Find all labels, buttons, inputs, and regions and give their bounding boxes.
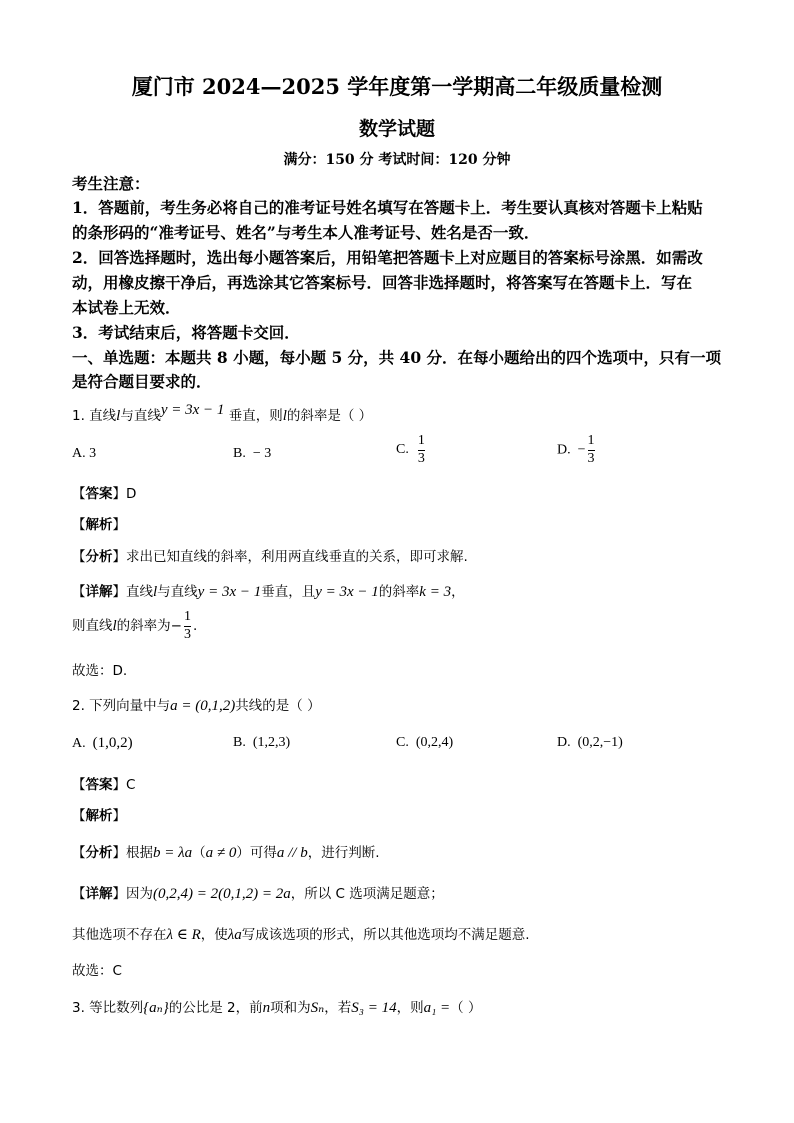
denominator: 3 xyxy=(587,450,595,466)
text: ， xyxy=(451,584,465,600)
q1-mid: 与直线 xyxy=(120,408,161,424)
q1-option-c xyxy=(396,434,427,466)
math: k = 3 xyxy=(419,584,452,600)
fenxi-tag: 分析 xyxy=(85,845,113,861)
option-value: 3 xyxy=(89,446,97,461)
option-value: (1,0,2) xyxy=(92,735,133,751)
q1-option-d xyxy=(557,434,597,466)
xiangjie-tag: 详解 xyxy=(85,886,113,902)
analysis-tag: 解析 xyxy=(85,808,113,824)
math: a = (0,1,2) xyxy=(170,698,236,714)
q1-pre: 1. 直线 xyxy=(72,408,117,424)
option-value: − 3 xyxy=(252,446,272,461)
option-label: B. xyxy=(233,735,246,750)
q2-choose: 故选：C xyxy=(72,963,122,979)
math: a ≠ 0 xyxy=(205,845,237,861)
option-label: D. xyxy=(557,442,571,458)
fraction xyxy=(588,434,595,466)
q2-option-d xyxy=(557,735,623,751)
q2-option-c xyxy=(396,735,453,751)
notice-item2-line3: 本试卷上无效． xyxy=(72,298,181,317)
exam-title: 厦门市 2024—2025 学年度第一学期高二年级质量检测 xyxy=(131,74,663,99)
text: 直线 xyxy=(126,584,153,600)
q1-xiangjie: 【详解】直线l与直线y = 3x − 1垂直，且y = 3x − 1的斜率k = 3， xyxy=(72,584,465,600)
answer-value: D xyxy=(126,486,137,502)
fenxi-tag: 分析 xyxy=(85,549,113,565)
q1-line-l-2: l xyxy=(282,408,287,424)
math: n xyxy=(262,1000,271,1016)
notice-heading: 考生注意： xyxy=(72,174,150,193)
text: ）可得 xyxy=(236,845,277,861)
text: ，使 xyxy=(200,927,228,943)
math: y = 3x − 1 xyxy=(315,584,379,600)
notice-item3: 3．考试结束后，将答题卡交回． xyxy=(72,323,300,342)
q2-option-b xyxy=(233,735,290,751)
q2-fenxi: 【分析】根据b = λa（a ≠ 0）可得a // b，进行判断. xyxy=(72,845,380,861)
q2-xiangjie: 【详解】因为(0,2,4) = 2(0,1,2) = 2a，所以 C 选项满足题意； xyxy=(72,886,444,902)
notice-item1-line2: 的条形码的“准考证号、姓名”与考生本人准考证号、姓名是否一致． xyxy=(72,223,540,242)
option-value: (0,2,−1) xyxy=(577,735,623,750)
numerator: 1 xyxy=(417,433,425,448)
text: 因为 xyxy=(126,886,153,902)
math: {aₙ} xyxy=(143,1000,169,1016)
q1-post1: 垂直，则 xyxy=(228,408,283,424)
question-1-stem xyxy=(72,404,372,425)
text: ，所以 C 选项满足题意； xyxy=(290,886,444,902)
math: l xyxy=(112,618,117,635)
answer-tag: 答案 xyxy=(85,486,113,502)
fenxi-text: 求出已知直线的斜率，利用两直线垂直的关系，即可求解. xyxy=(126,549,468,565)
option-label: D. xyxy=(557,735,571,750)
q1-equation: y = 3x − 1 xyxy=(160,402,225,418)
text: 则直线 xyxy=(72,618,113,635)
option-value: (1,2,3) xyxy=(252,735,291,750)
option-label: A. xyxy=(72,736,86,751)
math: a₁ = xyxy=(423,1000,451,1016)
text: ，若 xyxy=(324,1000,352,1016)
text: 项和为 xyxy=(270,1000,311,1016)
analysis-tag: 解析 xyxy=(85,517,113,533)
option-label: A. xyxy=(72,446,86,461)
math: Sₙ xyxy=(310,1000,325,1016)
question-2-stem xyxy=(72,694,321,715)
exam-meta: 满分：150 分 考试时间：120 分钟 xyxy=(283,152,511,168)
denominator: 3 xyxy=(417,450,425,466)
q1-choose: 故选：D. xyxy=(72,663,128,679)
numerator: 1 xyxy=(587,433,595,448)
q1-then xyxy=(72,610,197,642)
notice-item2-line1: 2．回答选择题时，选出每小题答案后，用铅笔把答题卡上对应题目的答案标号涂黑．如需改 xyxy=(72,248,703,267)
denominator: 3 xyxy=(183,626,191,642)
math: (0,2,4) = 2(0,1,2) = 2a xyxy=(153,886,291,902)
text: 共线的是（ ） xyxy=(235,698,321,714)
option-label: C. xyxy=(396,442,409,458)
fraction xyxy=(418,434,425,466)
text: 写成该选项的形式，所以其他选项均不满足题意. xyxy=(241,927,530,943)
text: . xyxy=(192,618,198,635)
q1-analysis: 【解析】 xyxy=(72,517,126,533)
option-label: B. xyxy=(233,446,246,461)
text: 2. 下列向量中与 xyxy=(72,698,171,714)
math: λa xyxy=(227,927,242,943)
text: 根据 xyxy=(126,845,153,861)
text: 其他选项不存在 xyxy=(72,927,167,943)
q1-answer: 【答案】D xyxy=(72,486,137,502)
q1-option-b xyxy=(233,446,271,462)
math: λ ∈ R xyxy=(166,927,201,943)
math: S₃ = 14 xyxy=(351,1000,397,1016)
option-label: C. xyxy=(396,735,409,750)
math: a // b xyxy=(276,845,308,861)
text: 3. 等比数列 xyxy=(72,1000,144,1016)
text: 的公比是 2，前 xyxy=(168,1000,263,1016)
minus-sign: − xyxy=(577,442,586,458)
text: 与直线 xyxy=(157,584,198,600)
q1-option-a xyxy=(72,446,96,462)
text: （ xyxy=(192,845,206,861)
q1-line-l: l xyxy=(116,408,121,424)
exam-subtitle: 数学试题 xyxy=(358,118,435,140)
math: y = 3x − 1 xyxy=(197,584,262,600)
q2-other xyxy=(72,923,530,944)
math: b = λa xyxy=(153,845,193,861)
text: 垂直，且 xyxy=(261,584,316,600)
text: 的斜率为 xyxy=(116,618,171,635)
q2-answer: 【答案】C xyxy=(72,777,136,793)
xiangjie-tag: 详解 xyxy=(85,584,113,600)
section1-line2: 是符合题目要求的． xyxy=(72,372,212,391)
minus-sign: − xyxy=(170,618,182,635)
q2-option-a xyxy=(72,735,133,752)
q2-analysis: 【解析】 xyxy=(72,808,126,824)
option-value: (0,2,4) xyxy=(415,735,454,750)
answer-value: C xyxy=(126,777,136,793)
text: ，进行判断. xyxy=(307,845,380,861)
section1-line1: 一、单选题：本题共 8 小题，每小题 5 分，共 40 分．在每小题给出的四个选项中，只有一项 xyxy=(72,348,722,367)
text: 的斜率 xyxy=(378,584,420,600)
fraction xyxy=(184,610,191,642)
math: l xyxy=(153,584,158,600)
answer-tag: 答案 xyxy=(85,777,113,793)
q1-fenxi: 【分析】求出已知直线的斜率，利用两直线垂直的关系，即可求解. xyxy=(72,549,468,565)
notice-item1-line1: 1．答题前，考生务必将自己的准考证号姓名填写在答题卡上．考生要认真核对答题卡上粘贴 xyxy=(72,198,703,217)
text: ，则 xyxy=(396,1000,424,1016)
numerator: 1 xyxy=(183,609,191,624)
question-3-stem xyxy=(72,996,481,1017)
q1-post2: 的斜率是（ ） xyxy=(286,408,373,424)
notice-item2-line2: 动，用橡皮擦干净后，再选涂其它答案标号．回答非选择题时，将答案写在答题卡上．写在 xyxy=(72,273,693,292)
text: （ ） xyxy=(450,1000,482,1016)
